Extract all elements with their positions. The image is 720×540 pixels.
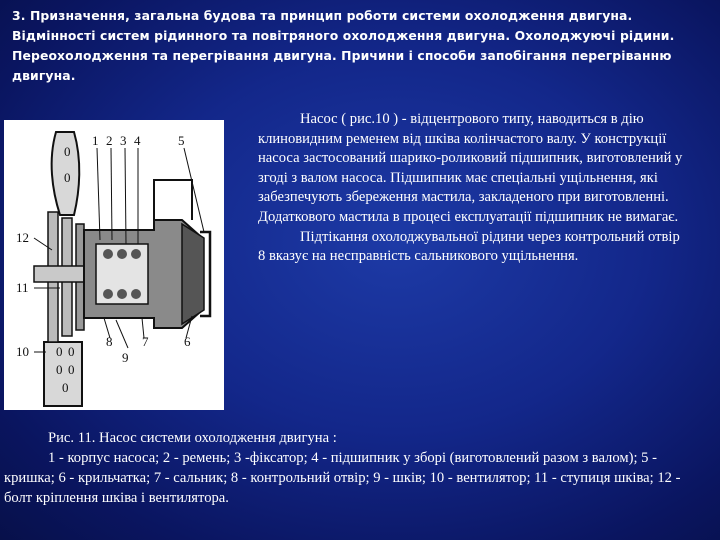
figure-label-2: 2 (106, 133, 113, 148)
figure-label-5: 5 (178, 133, 185, 148)
figure-label-9: 9 (122, 350, 129, 365)
caption-title: Рис. 11. Насос системи охолодження двигуна : (48, 430, 337, 446)
fan-hole-glyph: 0 (68, 344, 75, 359)
fan-blade-lower (44, 342, 82, 406)
fan-hole-glyph: 0 (56, 362, 63, 377)
description-paragraph-2: Підтікання охолоджувальної рідини через контрольний отвір 8 вказує на несправність сальникового ущільнення. (258, 228, 680, 265)
figure-caption (4, 428, 710, 508)
description-paragraph-1: Насос ( рис.10 ) - відцентрового типу, наводиться в дію клиновидним ременем від шківа колінчастого валу. У конструкції насоса застосований шарико-роликовий підшипник, виготовлений у згоді з валом насоса. Підшипник має спеціальні ущільнення, які забезпечують збереження мастила, закладеного при виготовленні. Додаткового мастила в процесі експлуатації підшипник не вимагає. (258, 111, 683, 225)
bearing-ball (117, 249, 127, 259)
figure-label-7: 7 (142, 334, 149, 349)
slide-header (12, 6, 702, 86)
caption-legend: 1 - корпус насоса; 2 - ремень; 3 -фіксатор; 4 - підшипник у зборі (виготовлений разом з валом); 5 - кришка; 6 - крильчатка; 7 - сальник; 8 - контрольний отвір; 9 - шків; 10 - вентилятор; 11 - ступиця шківа; 12 - болт кріплення шківа і вентилятора. (4, 450, 681, 506)
fan-hole-glyph: 0 (62, 380, 69, 395)
slide-title: 3. Призначення, загальна будова та принцип роботи системи охолодження двигуна. Відмінності систем рідинного та повітряного охолодження двигуна. Охолоджуючі рідини. Переохолодження та перегрівання двигуна. Причини і способи запобігання перегріванню двигуна. (12, 8, 675, 83)
description-text (258, 110, 684, 267)
figure-label-1: 1 (92, 133, 99, 148)
figure-label-4: 4 (134, 133, 141, 148)
bearing-ball (131, 289, 141, 299)
figure-label-11: 11 (16, 280, 29, 295)
fan-hole-glyph: 0 (56, 344, 63, 359)
figure-label-6: 6 (184, 334, 191, 349)
impeller (182, 224, 204, 324)
fan-hole-glyph: 0 (64, 170, 71, 185)
figure-label-8: 8 (106, 334, 113, 349)
figure-label-3: 3 (120, 133, 127, 148)
figure-label-12: 12 (16, 230, 29, 245)
fan-hole-glyph: 0 (68, 362, 75, 377)
bearing-ball (103, 289, 113, 299)
bearing-ball (131, 249, 141, 259)
fan-hole-glyph: 0 (64, 144, 71, 159)
bearing-ball (117, 289, 127, 299)
figure-label-10: 10 (16, 344, 29, 359)
inlet-pipe (154, 180, 192, 220)
bearing-ball (103, 249, 113, 259)
pump-cross-section-drawing (4, 120, 224, 410)
pump-figure (4, 120, 224, 410)
